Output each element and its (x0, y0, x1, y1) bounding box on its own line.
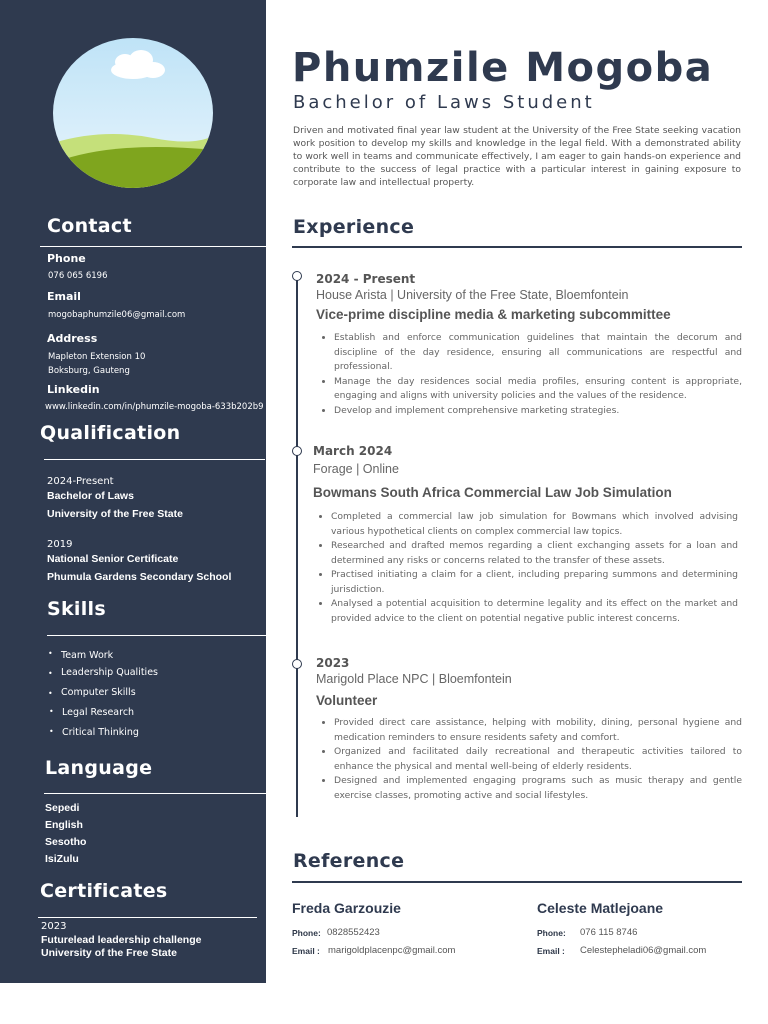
language-heading: Language (45, 757, 153, 779)
reference-email-label: Email : (537, 946, 565, 956)
experience-bullet: • Organized and facilitated daily recreational and therapeutic activities tailored to enhance the physical and mental well-being of elderly residents. (334, 745, 742, 774)
address-line1: Mapleton Extension 10 (48, 352, 146, 362)
certificates-heading: Certificates (40, 880, 168, 902)
experience-bullet: • Researched and drafted memos regarding a client exchanging assets for a loan and determined any risks or concerns related to the transfer of these assets. (331, 539, 738, 568)
bullet-icon: • (48, 689, 53, 698)
address-line2: Boksburg, Gauteng (48, 366, 130, 376)
reference-heading: Reference (293, 850, 405, 872)
experience-divider (292, 246, 742, 248)
experience-date: 2024 - Present (316, 272, 416, 286)
qualification-period: 2024-Present (47, 476, 114, 487)
phone-label: Phone (47, 252, 86, 265)
language-item: IsiZulu (45, 853, 79, 865)
reference-phone: 076 115 8746 (580, 927, 638, 938)
candidate-title: Bachelor of Laws Student (293, 92, 595, 113)
reference-phone: 0828552423 (327, 927, 380, 938)
experience-bullet: • Practised initiating a claim for a client, including preparing summons and determining jurisdiction. (331, 568, 738, 597)
skill-item: Team Work (61, 650, 114, 661)
experience-bullet: • Analysed a potential acquisition to determine legality and its effect on the market and provided advice to the client on potential negative public interest concerns. (331, 597, 738, 626)
timeline-line (296, 279, 298, 817)
qualification-school: Phumula Gardens Secondary School (47, 571, 232, 583)
experience-bullet: • Manage the day residences social media profiles, ensuring content is appropriate, engaging and aligns with university policies and the values of the residence. (334, 375, 742, 404)
reference-name: Celeste Matlejoane (537, 900, 664, 916)
certificate-issuer: University of the Free State (41, 947, 177, 959)
candidate-name: Phumzile Mogoba (292, 45, 714, 91)
reference-email-label: Email : (292, 946, 320, 956)
reference-divider (292, 881, 742, 883)
experience-bullets (316, 716, 742, 803)
linkedin-label: Linkedin (47, 383, 100, 396)
skill-item: Computer Skills (61, 687, 136, 698)
experience-role: Bowmans South Africa Commercial Law Job Simulation (313, 485, 672, 500)
experience-bullet: • Designed and implemented engaging programs such as music therapy and gentle exercise classes, promoting active and social lifestyles. (334, 774, 742, 803)
language-item: English (45, 819, 83, 831)
certificate-year: 2023 (41, 921, 67, 932)
qualification-school: University of the Free State (47, 508, 183, 520)
certificates-divider (38, 917, 257, 918)
bullet-icon: • (48, 649, 53, 658)
phone-value: 076 065 6196 (48, 271, 108, 281)
experience-date: 2023 (316, 656, 350, 670)
reference-phone-label: Phone: (292, 928, 321, 938)
experience-org: Marigold Place NPC | Bloemfontein (316, 672, 512, 686)
profile-photo (53, 38, 213, 188)
qualification-degree: Bachelor of Laws (47, 490, 134, 502)
certificate-name: Futurelead leadership challenge (41, 934, 202, 946)
email-value: mogobaphumzile06@gmail.com (48, 310, 186, 320)
reference-name: Freda Garzouzie (292, 900, 401, 916)
experience-org: Forage | Online (313, 462, 399, 476)
experience-org: House Arista | University of the Free State, Bloemfontein (316, 288, 629, 302)
address-label: Address (47, 332, 98, 345)
reference-email[interactable]: Celestepheladi06@gmail.com (580, 945, 707, 956)
experience-bullet: • Completed a commercial law job simulation for Bowmans which involved advising various hypothetical clients on complex commercial law topics. (331, 510, 738, 539)
contact-divider (40, 246, 266, 247)
profile-summary: Driven and motivated final year law student at the University of the Free State seeking vacation work position to develop my skills and knowledge in the legal field. With a demonstrated ability to work well in teams and communicate effectively, I am eager to gain hands-on experience and contribute to the success of legal practice with a particular interest in gaining exposure to corporate law and intellectual property. (293, 125, 741, 188)
language-item: Sepedi (45, 802, 80, 814)
experience-role: Volunteer (316, 693, 378, 708)
experience-date: March 2024 (313, 444, 393, 458)
skill-item: Critical Thinking (62, 727, 139, 738)
bullet-icon: • (48, 669, 53, 678)
bullet-icon: • (49, 727, 54, 736)
linkedin-value: www.linkedin.com/in/phumzile-mogoba-633b202b9 (45, 402, 264, 412)
experience-bullet: • Develop and implement comprehensive marketing strategies. (334, 404, 742, 419)
qualification-period: 2019 (47, 539, 73, 550)
contact-heading: Contact (47, 215, 132, 237)
language-item: Sesotho (45, 836, 87, 848)
experience-role: Vice-prime discipline media & marketing subcommittee (316, 307, 671, 322)
qualification-divider (44, 459, 265, 460)
email-label: Email (47, 290, 81, 303)
experience-bullet: • Provided direct care assistance, helping with mobility, dining, personal hygiene and medication reminders to ensure residents safety and comfort. (334, 716, 742, 745)
experience-heading: Experience (293, 216, 415, 238)
experience-bullets (313, 510, 738, 626)
reference-email[interactable]: marigoldplacenpc@gmail.com (328, 945, 456, 956)
timeline-dot-icon (292, 659, 302, 669)
experience-bullet: • Establish and enforce communication guidelines that maintain the decorum and discipline of the day residence, ensuring all communications are respectful and professional. (334, 331, 742, 375)
language-divider (44, 793, 266, 794)
skill-item: Legal Research (62, 707, 135, 718)
qualification-heading: Qualification (40, 422, 181, 444)
skills-heading: Skills (47, 598, 106, 620)
reference-phone-label: Phone: (537, 928, 566, 938)
timeline-dot-icon (292, 446, 302, 456)
skills-divider (47, 635, 266, 636)
experience-bullets (316, 331, 742, 418)
qualification-degree: National Senior Certificate (47, 553, 179, 565)
timeline-dot-icon (292, 271, 302, 281)
bullet-icon: • (49, 707, 54, 716)
skill-item: Leadership Qualities (61, 667, 158, 678)
